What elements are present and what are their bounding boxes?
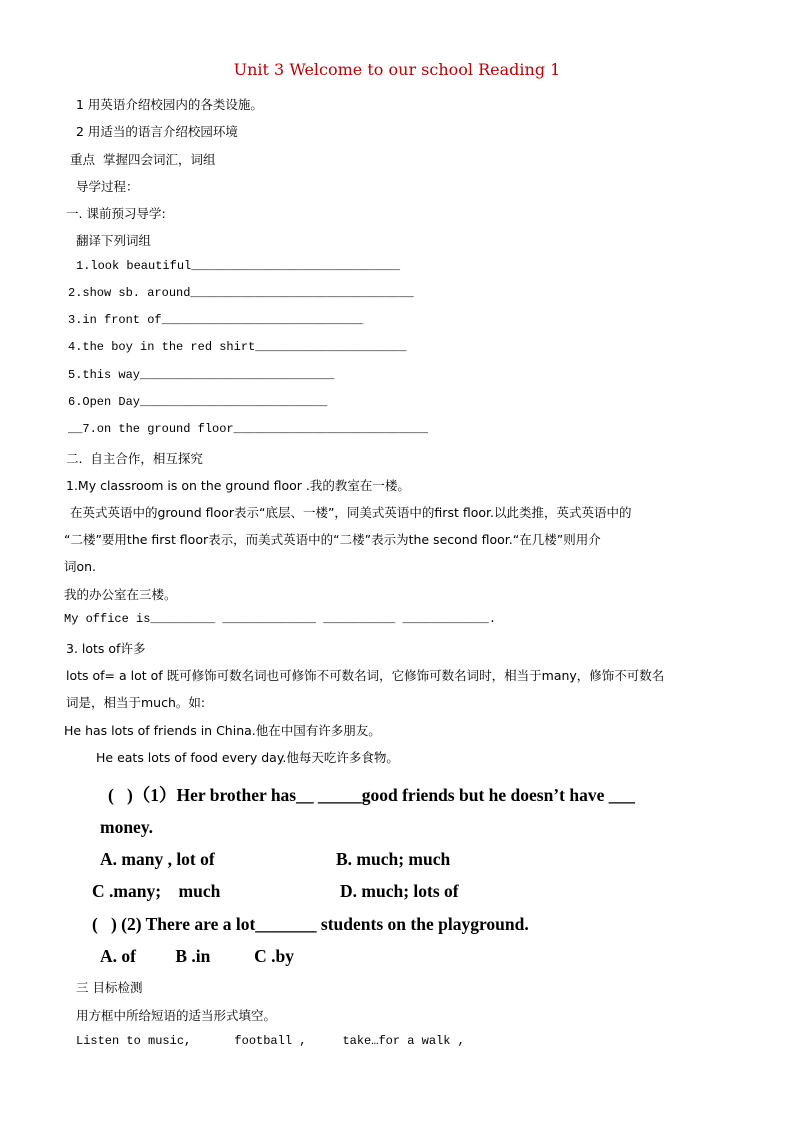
vocab-item-2: 2.show sb. around_______________________________ <box>68 286 414 300</box>
question-1-option-a: A. many , lot of <box>100 849 215 869</box>
vocab-item-3: 3.in front of____________________________ <box>68 313 364 327</box>
goal-1: 1 用英语介绍校园内的各类设施。 <box>76 97 263 112</box>
question-1-option-c: C .many; much <box>92 881 221 901</box>
office-cn: 我的办公室在三楼。 <box>64 587 177 602</box>
vocab-item-4: 4.the boy in the red shirt_____________________ <box>68 340 407 354</box>
phrase-box: Listen to music, football , take…for a walk , <box>76 1034 465 1048</box>
section3-heading: 三 目标检测 <box>76 980 143 995</box>
vocab-item-6: 6.Open Day__________________________ <box>68 395 328 409</box>
section1-sub: 翻译下列词组 <box>76 233 152 248</box>
vocab-item-5: 5.this way___________________________ <box>68 368 335 382</box>
question-1: ( )（1）Her brother has__ _____good friends but he doesn’t have ___ <box>108 785 635 805</box>
section1-heading: 一. 课前预习导学: <box>66 206 166 221</box>
vocab-item-7: __7.on the ground floor___________________________ <box>68 422 429 436</box>
example-2: He eats lots of food every day.他每天吃许多食物。 <box>96 750 399 765</box>
point-3: 3. lots of许多 <box>66 641 146 656</box>
focus-line: 重点 掌握四会词汇，词组 <box>70 152 216 167</box>
vocab-item-1: 1.look beautiful_____________________________ <box>76 259 401 273</box>
point-1: 1.My classroom is on the ground floor .我的教室在一楼。 <box>66 478 410 493</box>
question-1-option-d: D. much; lots of <box>340 881 459 901</box>
lots-explain-2: 词是，相当于much。如: <box>66 695 206 710</box>
question-1-option-b: B. much; much <box>336 849 451 869</box>
section3-instruction: 用方框中所给短语的适当形式填空。 <box>76 1008 277 1023</box>
process-heading: 导学过程： <box>76 179 139 194</box>
example-1: He has lots of friends in China.他在中国有许多朋友。 <box>64 723 381 738</box>
section2-heading: 二. 自主合作，相互探究 <box>66 451 203 466</box>
explain-line-1: 在英式英语中的ground floor表示“底层、一楼”，同美式英语中的first floor.以此类推，英式英语中的 <box>66 505 632 520</box>
question-1-continued: money. <box>100 817 153 837</box>
lots-explain-1: lots of= a lot of 既可修饰可数名词也可修饰不可数名词，它修饰可数名词时，相当于many，修饰不可数名 <box>66 668 665 683</box>
question-2-options: A. of B .in C .by <box>100 946 294 966</box>
page-title: Unit 3 Welcome to our school Reading 1 <box>233 60 561 79</box>
goal-2: 2 用适当的语言介绍校园环境 <box>76 124 238 139</box>
question-2: ( ) (2) There are a lot_______ students on the playground. <box>92 914 529 934</box>
explain-line-3: 词on. <box>60 559 97 574</box>
explain-line-2: “二楼”要用the first floor表示，而美式英语中的“二楼”表示为the second floor.“在几楼”则用介 <box>60 532 601 547</box>
office-en: My office is_________ _____________ __________ ____________. <box>64 612 497 626</box>
